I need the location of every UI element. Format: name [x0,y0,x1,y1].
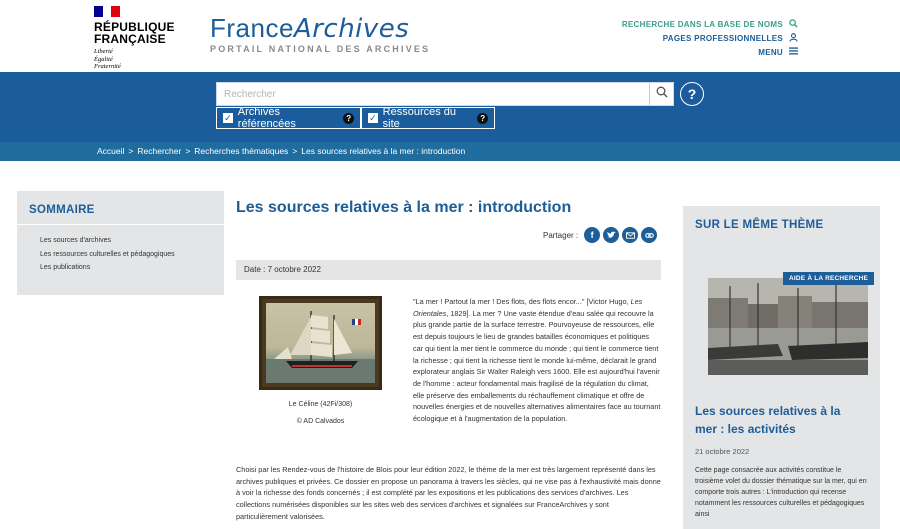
flag-icon [94,6,120,17]
link-recherche-noms[interactable] [622,17,798,31]
image-credit: © AD Calvados [296,418,345,425]
article-intro-paragraph [413,296,661,425]
ship-illustration [266,303,375,383]
search-band [0,72,900,142]
search-button[interactable] [649,83,673,105]
twitter-icon[interactable] [603,227,619,243]
republique-francaise-logo[interactable] [94,6,184,71]
breadcrumb-rechercher[interactable]: Rechercher [137,146,182,156]
checkbox-checked-icon[interactable]: ✓ [369,113,377,123]
card-text: Cette page consacrée aux activités constitue le troisième volet du dossier thématique sur la mer, qui en comporte trois autres : L'introduction qui recense notamment les ressources culturelles et pédagogiques ainsi [695,467,867,518]
share-label: Partager : [543,230,579,240]
related-card[interactable] [693,272,870,529]
flag-red [111,6,120,17]
related-sidebar [683,206,880,529]
related-card-image[interactable] [708,278,868,375]
rf-title-line1: RÉPUBLIQUE [94,20,175,34]
brand-subtitle: PORTAIL NATIONAL DES ARCHIVES [210,44,431,54]
header-links [622,17,798,59]
harbor-photo [708,278,868,375]
share-bar [543,227,657,243]
article-date: Date : 7 octobre 2022 [244,265,321,274]
checkbox-checked-icon[interactable]: ✓ [224,113,232,123]
search-icon [656,85,668,103]
sommaire-item-ressources[interactable]: Les ressources culturelles et pédagogiques [40,250,175,258]
help-icon[interactable]: ? [343,113,354,124]
sommaire-item-sources[interactable]: Les sources d'archives [40,237,111,244]
search-input[interactable] [217,83,649,105]
quote-work: Les Orientales [413,297,643,318]
sommaire-title: SOMMAIRE [29,204,95,216]
filter-archives-referencees[interactable] [216,107,361,129]
motto-fraternite: Fraternité [94,63,121,70]
help-icon[interactable]: ? [477,113,488,124]
sommaire-divider [17,224,224,225]
breadcrumb-separator: > [128,146,134,156]
image-caption: Le Céline (42Fi/308) [288,401,353,408]
brand-name [210,14,430,43]
sommaire-item-publications[interactable]: Les publications [40,264,91,271]
link-pages-pro-label: PAGES PROFESSIONNELLES [662,33,783,43]
francearchives-logo[interactable] [210,14,430,54]
rf-title-line2: FRANÇAISE [94,32,166,46]
help-button[interactable]: ? [680,82,704,106]
flag-white [103,6,112,17]
filter-ressources-site[interactable] [361,107,495,129]
card-date: 21 octobre 2022 [695,447,750,456]
facebook-icon[interactable]: f [584,227,600,243]
breadcrumb-separator: > [292,146,298,156]
sommaire-list [40,234,175,275]
rf-motto [94,48,184,71]
flag-blue [94,6,103,17]
brand-part1: France [210,13,294,43]
ship-painting [266,303,375,383]
quote-rest: , 1829]. La mer ? Une vaste étendue d'eau salée qui recouvre la plus grande partie de la surface terrestre. Pourvoyeuse de ressources, elle est depuis toujours le lieu de grandes batailles économiques et politiques car qui tient la mer tient le commerce du monde ; qui tient le commerce tient la richesse ; qui tient la richesse tient le monde lui-même, déclarait le grand explorateur anglais Sir Walter Raleigh vers 1600. Elle est aujourd'hui l'avenir de l'homme : acteur fondamental mais fragilisé de la régulation du climat, elle préserve des emballements du réchauffement climatique et offre de nouvelles énergies et de nouvelles alternatives alimentaires face au tournant écologique et à l'augmentation de la population. [413,308,661,424]
article-image[interactable] [259,296,382,390]
motto-liberte: Liberté [94,48,113,55]
filter-archives-label: Archives référencées [237,106,296,130]
link-recherche-noms-label: RECHERCHE DANS LA BASE DE NOMS [621,19,783,29]
breadcrumb-accueil[interactable]: Accueil [97,146,125,156]
page-title: Les sources relatives à la mer : introduction [236,199,572,216]
link-icon[interactable] [641,227,657,243]
breadcrumb [97,146,465,156]
site-header [0,0,900,72]
search-box [216,82,674,106]
article-paragraph-2: Choisi par les Rendez-vous de l'histoire de Blois pour leur édition 2022, le thème de la mer est très largement représenté dans les archives publiques et privées. Ce dossier en propose un panorama à travers les siècles, qui ne vise pas à l'exhaustivité mais donne à voir la richesse des fonds concernés ; il est complété par les expositions et les publications des services d'archives. Les collections numérisées disponibles sur les sites web des services d'archives et signalées sur FranceArchives y sont particulièrement valorisées. [236,465,661,521]
breadcrumb-recherches-thematiques[interactable]: Recherches thématiques [194,146,289,156]
motto-egalite: Égalité [94,55,113,63]
link-menu[interactable] [622,45,798,59]
link-pages-pro[interactable] [622,31,798,45]
breadcrumb-separator: > [185,146,191,156]
email-icon[interactable] [622,227,638,243]
card-category-tag: AIDE À LA RECHERCHE [783,272,874,285]
card-title[interactable]: Les sources relatives à la mer : les activités [695,404,841,436]
breadcrumb-current: Les sources relatives à la mer : introduction [301,146,466,156]
filter-ressources-label: Ressources du site [382,106,457,130]
sommaire-panel [17,191,224,295]
user-icon [788,33,798,44]
quote-start: "La mer ! Partout la mer ! Des flots, des flots encor..." [Victor Hugo, [413,297,631,306]
breadcrumb-bar [0,142,900,161]
search-icon [788,19,798,30]
link-menu-label: MENU [758,47,783,57]
brand-part2: Archives [293,14,410,44]
date-bar [236,260,661,280]
menu-icon [788,47,798,57]
sidebar-title: SUR LE MÊME THÈME [695,219,824,231]
